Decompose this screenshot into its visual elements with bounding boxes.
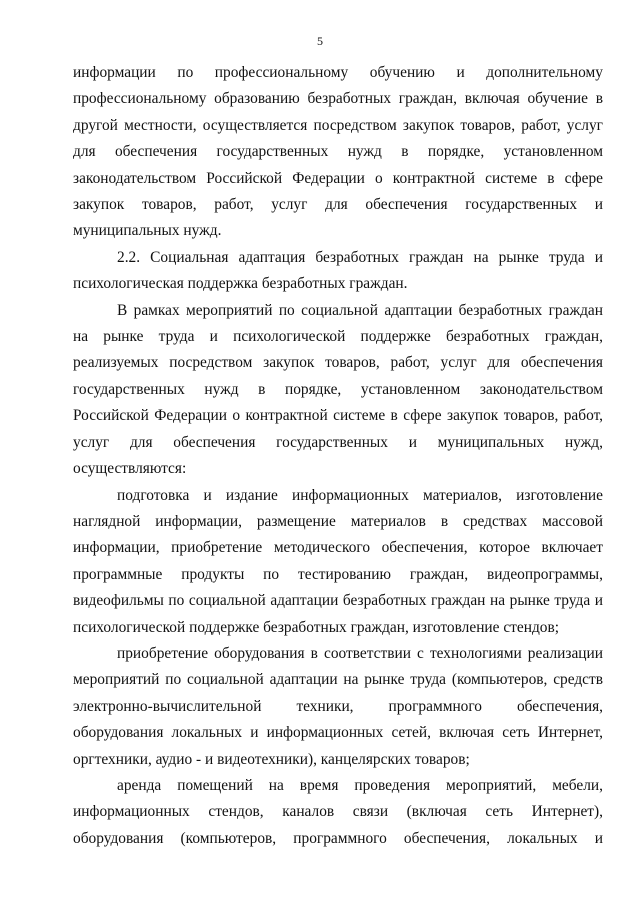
document-body (73, 60, 603, 852)
paragraph-6: аренда помещений на время проведения мероприятий, мебели, информационных стендов, каналов связи (включая сеть Интернет), оборудования (компьютеров, программного обеспечения, локальных и (73, 776, 603, 847)
paragraph-4: подготовка и издание информационных материалов, изготовление наглядной информации, размещение материалов в средствах массовой информации, приобретение методического обеспечения, которое включает программные продукты по тестированию граждан, видеопрограммы, видеофильмы по социальной адаптации безработных граждан на рынке труда и психологической поддержке безработных граждан, изготовление стендов; (73, 486, 603, 636)
paragraph-5: приобретение оборудования в соответствии с технологиями реализации мероприятий по социальной адаптации на рынке труда (компьютеров, средств электронно-вычислительной техники, программного обеспечения, оборудования локальных и информационных сетей, включая сеть Интернет, оргтехники, аудио - и видеотехники), канцелярских товаров; (73, 644, 603, 768)
page-number: 5 (317, 34, 323, 48)
paragraph-section-heading: 2.2. Социальная адаптация безработных граждан на рынке труда и психологическая поддержка безработных граждан. (73, 248, 603, 293)
paragraph-3: В рамках мероприятий по социальной адаптации безработных граждан на рынке труда и психологической поддержке безработных граждан, реализуемых посредством закупок товаров, работ, услуг для обеспечения государственных нужд в порядке, установленном законодательством Российской Федерации о контрактной системе в сфере закупок товаров, работ, услуг для обеспечения государственных и муниципальных нужд, осуществляются: (73, 301, 603, 478)
paragraph-1: информации по профессиональному обучению и дополнительному профессиональному образованию безработных граждан, включая обучение в другой местности, осуществляется посредством закупок товаров, работ, услуг для обеспечения государственных нужд в порядке, установленном законодательством Российской Федерации о контрактной системе в сфере закупок товаров, работ, услуг для обеспечения государственных и муниципальных нужд. (73, 64, 603, 240)
